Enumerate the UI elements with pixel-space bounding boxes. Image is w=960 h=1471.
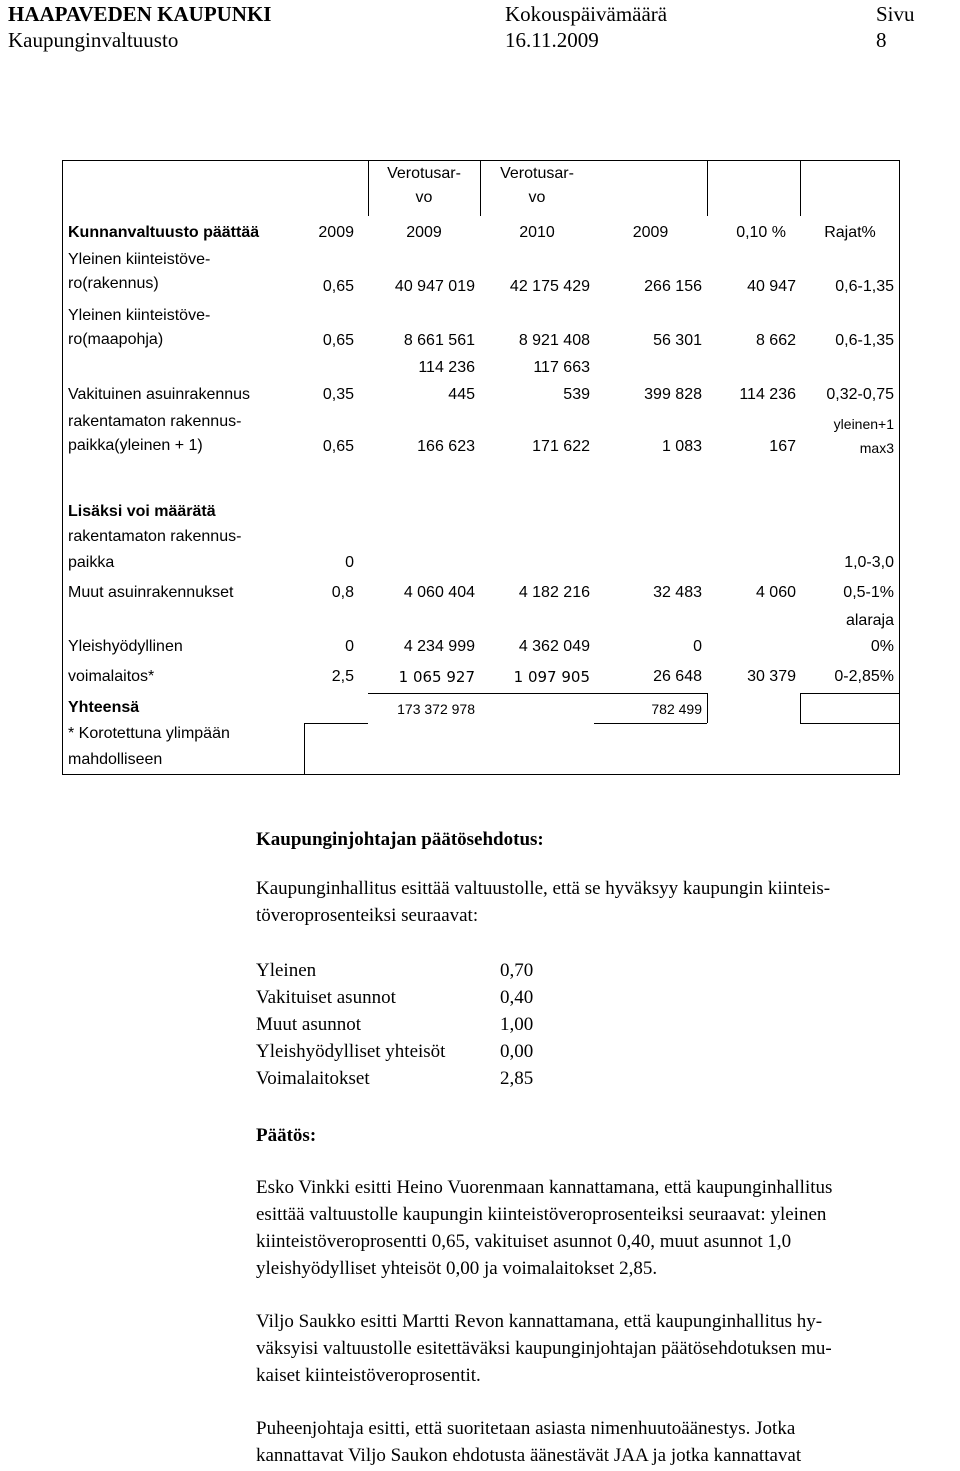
year-header: 2009 <box>318 224 354 241</box>
total-tax-2009: 782 499 <box>651 701 702 717</box>
row-label-line: Yleinen kiinteistöve- <box>68 251 211 268</box>
proposal-heading: Kaupunginjohtajan päätösehdotus: <box>256 829 544 850</box>
rate-name: Yleinen <box>256 960 317 981</box>
total-cell-border <box>800 693 801 723</box>
limits: 0,6-1,35 <box>835 332 894 349</box>
row-label: Muut asuinrakennukset <box>68 584 234 601</box>
body-name: Kaupunginvaltuusto <box>8 28 179 52</box>
value-2009-line2: 445 <box>448 386 475 403</box>
year-header: 2009 <box>406 224 442 241</box>
decision-p3-line: kannattavat Viljo Saukon ehdotusta äänestävät JAA ja jotka kannattavat <box>256 1445 802 1466</box>
rate-name: Yleishyödylliset yhteisöt <box>256 1041 446 1062</box>
decision-p1-line: kiinteistöveroprosentti 0,65, vakituiset asunnot 0,40, muut asunnot 1,0 <box>256 1231 792 1252</box>
org-name: HAAPAVEDEN KAUPUNKI <box>8 2 272 26</box>
tax-rate: 0,35 <box>322 386 354 403</box>
limits-header: Rajat% <box>824 224 876 241</box>
tax-2009: 32 483 <box>653 584 702 601</box>
limits: 0,32-0,75 <box>826 386 894 403</box>
total-cell-border <box>800 723 900 724</box>
row-label <box>68 248 210 296</box>
column-header-tax-value-2010: Verotusar- vo <box>500 165 574 206</box>
total-cell-border <box>707 693 708 723</box>
value-2010: 4 362 049 <box>518 638 590 655</box>
pct-header: 0,10 % <box>736 224 786 241</box>
tax-pct: 40 947 <box>747 278 796 295</box>
limits: 0,6-1,35 <box>835 278 894 295</box>
tax-2009: 26 648 <box>653 668 702 685</box>
tax-rate: 0,65 <box>322 332 354 349</box>
limits: 0,5-1% <box>843 584 894 601</box>
tax-pct: 114 236 <box>739 386 796 403</box>
total-value-2009: 173 372 978 <box>397 701 475 717</box>
row-label-line: paikka <box>68 554 115 571</box>
rate-name: Voimalaitokset <box>256 1068 370 1089</box>
decision-p1-line: yleishyödylliset yhteisöt 0,00 ja voimalaitokset 2,85. <box>256 1258 658 1279</box>
tax-rate: 0,65 <box>322 278 354 295</box>
value-2010: 8 921 408 <box>518 332 590 349</box>
proposal-intro-line2: töveroprosenteiksi seuraavat: <box>256 905 479 926</box>
value-2009-line1: 114 236 <box>418 359 475 376</box>
row-label <box>68 410 241 458</box>
limits-line2: 0% <box>870 638 894 655</box>
tax-pct: 167 <box>769 438 796 455</box>
limits: 1,0-3,0 <box>844 554 894 571</box>
row-label-line: ro(rakennus) <box>68 275 159 292</box>
table-border-left <box>62 160 63 775</box>
row-label-line: Yleinen kiinteistöve- <box>68 307 211 324</box>
row-label-line: paikka(yleinen + 1) <box>68 437 203 454</box>
value-2009: 4 060 404 <box>403 584 475 601</box>
row-label-line: rakentamaton rakennus- <box>68 413 242 430</box>
total-cell-border <box>594 723 707 724</box>
value-2010-line1: 117 663 <box>533 359 590 376</box>
rate-value: 0,70 <box>500 960 534 981</box>
decision-p3-line: Puheenjohtaja esitti, että suoritetaan asiasta nimenhuutoäänestys. Jotka <box>256 1418 796 1439</box>
row-label <box>68 524 241 576</box>
value-2010-line2: 539 <box>563 386 590 403</box>
table-border-top <box>62 160 900 161</box>
table-border-bottom <box>62 774 900 775</box>
tax-pct: 4 060 <box>755 584 796 601</box>
tax-2009: 1 083 <box>661 438 702 455</box>
date-label: Kokouspäivämäärä <box>505 2 668 26</box>
proposal-intro-line1: Kaupunginhallitus esittää valtuustolle, että se hyväksyy kaupungin kiinteis- <box>256 878 831 899</box>
decision-p2-line: Viljo Saukko esitti Martti Revon kannattamana, että kaupunginhallitus hy- <box>256 1311 823 1332</box>
total-cell-border <box>368 693 594 694</box>
row-label-line: ro(maapohja) <box>68 331 164 348</box>
limits-line1: yleinen+1 <box>833 416 894 432</box>
row-label: Vakituinen asuinrakennus <box>68 386 251 403</box>
limits: 0-2,85% <box>834 668 894 685</box>
footnote-cell-border <box>304 723 368 724</box>
decision-p2-line: väksyisi valtuustolle esitettäväksi kaupunginjohtajan päätösehdotuksen mu- <box>256 1338 832 1359</box>
rate-value: 1,00 <box>500 1014 534 1035</box>
row-label: Yleishyödyllinen <box>68 638 183 655</box>
tax-2009: 0 <box>693 638 702 655</box>
page-number: 8 <box>876 28 887 52</box>
footnote-line: * Korotettuna ylimpään <box>68 725 230 742</box>
table-border-right <box>899 160 900 775</box>
tax-rate: 2,5 <box>331 668 354 685</box>
decision-p1-line: esittää valtuustolle kaupungin kiinteistöveroprosenteiksi seuraavat: yleinen <box>256 1204 827 1225</box>
year-header: 2010 <box>519 224 555 241</box>
tax-2009: 399 828 <box>644 386 702 403</box>
value-2009: 1 065 927 <box>398 668 475 686</box>
decision-heading: Päätös: <box>256 1125 317 1146</box>
header-divider <box>800 160 801 216</box>
year-header: 2009 <box>632 224 669 241</box>
page-label: Sivu <box>876 2 915 26</box>
row-label <box>68 304 210 352</box>
tax-pct: 30 379 <box>747 668 796 685</box>
value-2010: 4 182 216 <box>518 584 590 601</box>
tax-pct: 8 662 <box>755 332 796 349</box>
value-2009: 8 661 561 <box>403 332 475 349</box>
total-label: Yhteensä <box>68 699 140 716</box>
rate-name: Vakituiset asunnot <box>256 987 396 1008</box>
row-label: voimalaitos* <box>68 668 155 685</box>
decision-p1-line: Esko Vinkki esitti Heino Vuorenmaan kannattamana, että kaupunginhallitus <box>256 1177 833 1198</box>
value-2010: 42 175 429 <box>509 278 590 295</box>
value-2009: 166 623 <box>417 438 475 455</box>
property-tax-table <box>62 160 900 775</box>
value-2009: 40 947 019 <box>394 278 475 295</box>
total-cell-border <box>594 693 707 694</box>
value-2010: 1 097 905 <box>513 668 590 686</box>
total-cell-border <box>800 693 900 694</box>
limits-line1: alaraja <box>845 612 894 629</box>
header-divider <box>707 160 708 216</box>
tax-rate: 0,65 <box>322 438 354 455</box>
value-2010: 171 622 <box>532 438 590 455</box>
limits-line2: max3 <box>859 440 894 456</box>
rate-value: 0,00 <box>500 1041 534 1062</box>
footnote-line: mahdolliseen <box>68 751 163 768</box>
rate-value: 0,40 <box>500 987 534 1008</box>
tax-2009: 56 301 <box>653 332 702 349</box>
row-label-line: rakentamaton rakennus- <box>68 528 242 545</box>
tax-rate: 0 <box>345 554 354 571</box>
tax-2009: 266 156 <box>644 278 702 295</box>
footnote-cell-border <box>304 723 305 775</box>
rate-value: 2,85 <box>500 1068 534 1089</box>
footnote <box>68 721 230 773</box>
meeting-date: 16.11.2009 <box>505 28 599 52</box>
value-2009: 4 234 999 <box>403 638 475 655</box>
rate-name: Muut asunnot <box>256 1014 362 1035</box>
column-header-tax-value-2009: Verotusar- vo <box>387 165 461 206</box>
tax-rate: 0,8 <box>331 584 354 601</box>
tax-rate: 0 <box>345 638 354 655</box>
table-title: Kunnanvaltuusto päättää <box>68 224 260 241</box>
decision-p2-line: kaiset kiinteistöveroprosentit. <box>256 1365 481 1386</box>
section-label: Lisäksi voi määrätä <box>68 503 216 520</box>
